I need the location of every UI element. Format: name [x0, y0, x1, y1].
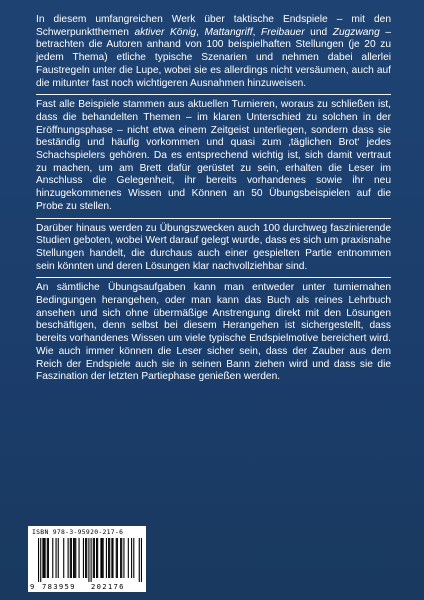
- barcode-bar: [88, 538, 89, 582]
- barcode-digits: [28, 582, 146, 592]
- barcode-bar: [96, 538, 97, 578]
- barcode-bar: [45, 538, 46, 578]
- barcode-bar: [56, 538, 57, 578]
- barcode-bar: [73, 538, 74, 578]
- barcode-bar: [63, 538, 64, 578]
- barcode-bar: [68, 538, 69, 578]
- barcode-bar: [133, 538, 134, 578]
- barcode-bar: [85, 538, 86, 578]
- paragraph-2: Fast alle Beispiele stammen aus aktuellen Turnieren, woraus zu schließen ist, dass die behandelten Themen – im klaren Unterschied zu solchen in der Eröffnungsphase – nicht etwa einem Zeitgeist unterliegen, sondern dass sie beständig und häufig vorkommen und quasi zum ‚täglichen Brot‘ jedes Schachspielers gehören. Da es entsprechend wichtig ist, sich damit vertraut zu machen, um am Brett dafür gerüstet zu sein, erhalten die Leser im Anschluss die Gelegenheit, ihr bereits vorhandenes sowie ihr neu hinzugekommenes Wissen und Können an 50 Übungsbeispielen auf die Probe zu stellen.: [36, 99, 391, 212]
- barcode-bar: [116, 538, 117, 578]
- barcode-right-digits: 202176: [91, 582, 125, 591]
- barcode-bar: [97, 538, 98, 578]
- barcode-bar: [70, 538, 71, 578]
- divider: [36, 94, 391, 95]
- barcode-bar: [141, 538, 142, 582]
- barcode-bar: [79, 538, 80, 578]
- barcode-bar: [58, 538, 59, 578]
- barcode-bar: [121, 538, 122, 578]
- barcode-bar: [48, 538, 49, 578]
- barcode-bar: [117, 538, 118, 578]
- barcode-bar: [75, 538, 76, 578]
- barcode-first-digit: 9: [30, 582, 35, 591]
- paragraph-4: An sämtliche Übungsaufgaben kann man entweder unter turniernahen Bedingungen herangehen, oder man kann das Buch als reines Lehrbuch ansehen und sich ohne übermäßige Anstrengung direkt mit den Lösungen beschäftigen, denn selbst bei diesem Herangehen ist sichergestellt, dass bereits vorhandenes Wissen um viele typische Endspielmotive bereichert wird. Wie auch immer können die Leser sicher sein, dass der Zauber aus dem Reich der Endspiele auch sie in seinen Bann ziehen wird und dass sie die Faszination der letzten Partiephase genießen werden.: [36, 282, 391, 383]
- barcode-left-digits: 783959: [42, 582, 76, 591]
- barcode-bar: [94, 538, 95, 578]
- barcode-bar: [103, 538, 104, 578]
- isbn-label: ISBN 978-3-95920-217-6: [32, 528, 124, 536]
- barcode-bar: [111, 538, 112, 578]
- barcode-bar: [139, 538, 140, 582]
- barcode-bar: [120, 538, 121, 578]
- barcode-bar: [93, 538, 94, 578]
- barcode-bar: [109, 538, 110, 578]
- barcode-bar: [47, 538, 48, 578]
- paragraph-1: In diesem umfangreichen Werk über taktische Endspiele – mit den Schwerpunktthemen aktiver König, Mattangriff, Freibauer und Zugzwang – betrachten die Autoren anhand von 100 beispielhaften Stellungen (je 20 zu jedem Thema) etliche typische Szenarien und nehmen dabei allerlei Faustregeln unter die Lupe, wobei sie es allerdings nicht versäumen, auch auf die mitunter fast noch wichtigeren Ausnahmen hinzuweisen.: [36, 14, 391, 89]
- divider: [36, 277, 391, 278]
- divider: [36, 218, 391, 219]
- barcode-bar: [86, 538, 87, 578]
- barcode-bar: [74, 538, 75, 578]
- barcode-bar: [128, 538, 129, 578]
- isbn-barcode: [28, 526, 146, 592]
- barcode-bar: [40, 538, 41, 582]
- barcode-bar: [123, 538, 124, 578]
- barcode-bar: [43, 538, 44, 578]
- barcode-bar: [83, 538, 84, 578]
- barcode-bars: [38, 538, 142, 582]
- paragraph-3: Darüber hinaus werden zu Übungszwecken auch 100 durchweg faszinierende Studien geboten, wobei Wert darauf gelegt wurde, dass es sich um praxisnahe Stellungen handelt, die durchaus auch einer gespielten Partie entnommen sein könnten und deren Lösungen klar nachvollziehbar sind.: [36, 222, 391, 272]
- barcode-bar: [108, 538, 109, 578]
- barcode-bar: [71, 538, 72, 578]
- barcode-bar: [42, 538, 43, 578]
- barcode-bar: [38, 538, 39, 582]
- blurb-text: [36, 14, 391, 384]
- barcode-bar: [100, 538, 101, 578]
- barcode-bar: [112, 538, 113, 578]
- barcode-bar: [101, 538, 102, 578]
- barcode-bar: [52, 538, 53, 578]
- barcode-bar: [131, 538, 132, 578]
- barcode-bar: [106, 538, 107, 578]
- barcode-bar: [91, 538, 92, 582]
